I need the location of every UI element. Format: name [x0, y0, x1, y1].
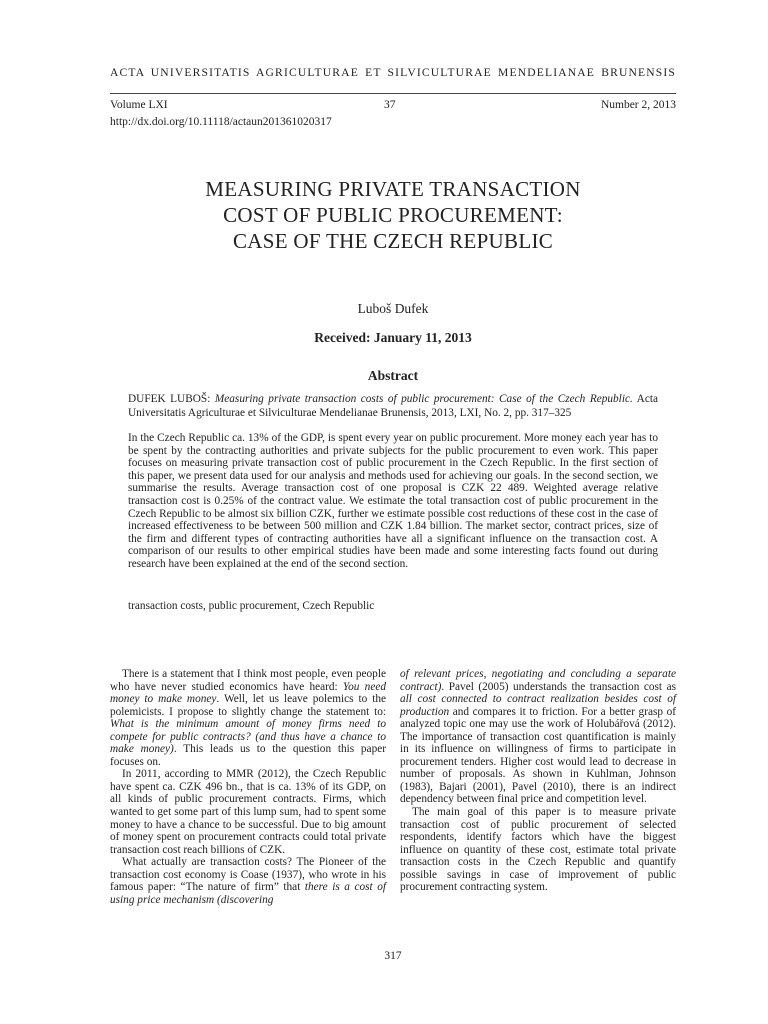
- citation: [128, 392, 658, 420]
- abstract-text: In the Czech Republic ca. 13% of the GDP, is spent every year on public procurement. More money each year has to be spent by the contracting authorities and private subjects for the public procurement to even work. This paper focuses on measuring private transaction cost of public procurement in the Czech Republic. In the first section of this paper, we present data used for our analysis and methods used for achieving our goals. In the second section, we summarise the results. Average transaction cost of one proposal is CZK 22 489. Weighted average relative transaction cost is 0.25% of the contract value. We estimate the total transaction cost of public procurement in the Czech Republic to be almost six billion CZK, further we estimate possible cost reductions of these cost in the case of increased effectiveness to be between 500 million and CZK 1.84 billion. The market sector, contract prices, size of the firm and different types of contracting authorities have all a significant influence on the transaction cost. A comparison of our results to other empirical studies have been made and some interesting facts found out during research have been explained at the end of the second section.: [128, 432, 658, 570]
- journal-name: ACTA UNIVERSITATIS AGRICULTURAE ET SILVICULTURAE MENDELIANAE BRUNENSIS: [110, 66, 676, 79]
- header-rule: [110, 93, 676, 94]
- citation-author: DUFEK LUBOŠ:: [128, 393, 215, 405]
- citation-title: Measuring private transaction costs of public procurement: Case of the Czech Republic.: [214, 393, 633, 405]
- body-column-right: [400, 668, 676, 894]
- volume: Volume LXI: [110, 99, 168, 111]
- author: Luboš Dufek: [357, 301, 429, 316]
- received-date: Received: January 11, 2013: [314, 330, 472, 345]
- abstract-heading: Abstract: [367, 368, 419, 383]
- body-paragraph: The main goal of this paper is to measure private transaction cost of public procurement of selected respondents, identify factors which have the biggest influence on quantity of these cost, estimate total private transaction costs in the Czech Republic and quantify possible savings in case of improvement of public procurement contracting system.: [400, 806, 676, 894]
- citation-source: Acta Universitatis Agriculturae et Silviculturae Mendelianae Brunensis, 2013, LXI, No. 2, pp. 317–325: [128, 393, 658, 419]
- body-paragraph: In 2011, according to MMR (2012), the Czech Republic have spent ca. CZK 496 bn., that is ca. 13% of its GDP, on all kinds of public procurement contracts. Firms, which wanted to get some part of this lump sum, had to spent some money to have a chance to be successful. Due to big amount of money spent on procurement contracts could total private transaction cost reach billions of CZK.: [110, 768, 386, 856]
- page-number: 317: [384, 950, 402, 962]
- title-line-2: COST OF PUBLIC PROCUREMENT:: [223, 203, 563, 227]
- title-line-1: MEASURING PRIVATE TRANSACTION: [205, 177, 581, 201]
- title-line-3: CASE OF THE CZECH REPUBLIC: [232, 229, 554, 253]
- body-column-left: [110, 668, 386, 906]
- body-paragraph: of relevant prices, negotiating and concluding a separate contract). Pavel (2005) understands the transaction cost as all cost connected to contract realization besides cost of production and compares it to friction. For a better grasp of analyzed topic one may use the work of Holubářová (2012). The importance of transaction cost quantification is mainly in its influence on willingness of firms to participate in procurement tenders. Higher cost would lead to decrease in number of proposals. As shown in Kuhlman, Johnson (1983), Bajari (2001), Pavel (2010), there is an indirect dependency between final price and competition level.: [400, 668, 676, 806]
- doi-link[interactable]: http://dx.doi.org/10.11118/actaun201361020317: [110, 116, 332, 128]
- keywords: transaction costs, public procurement, Czech Republic: [128, 600, 375, 612]
- article-title: [110, 176, 676, 254]
- issue-number: Number 2, 2013: [600, 99, 676, 111]
- body-paragraph: There is a statement that I think most people, even people who have never studied economics have heard: You need money to make money. Well, let us leave polemics to the polemicists. I propose to slightly change the statement to: What is the minimum amount of money firms need to compete for public contracts? (and thus have a chance to make money). This leads us to the question this paper focuses on.: [110, 668, 386, 768]
- body-paragraph: What actually are transaction costs? The Pioneer of the transaction cost economy is Coase (1937), who wrote in his famous paper: “The nature of firm” that there is a cost of using price mechanism (discovering: [110, 856, 386, 906]
- issue-page: 37: [384, 99, 396, 111]
